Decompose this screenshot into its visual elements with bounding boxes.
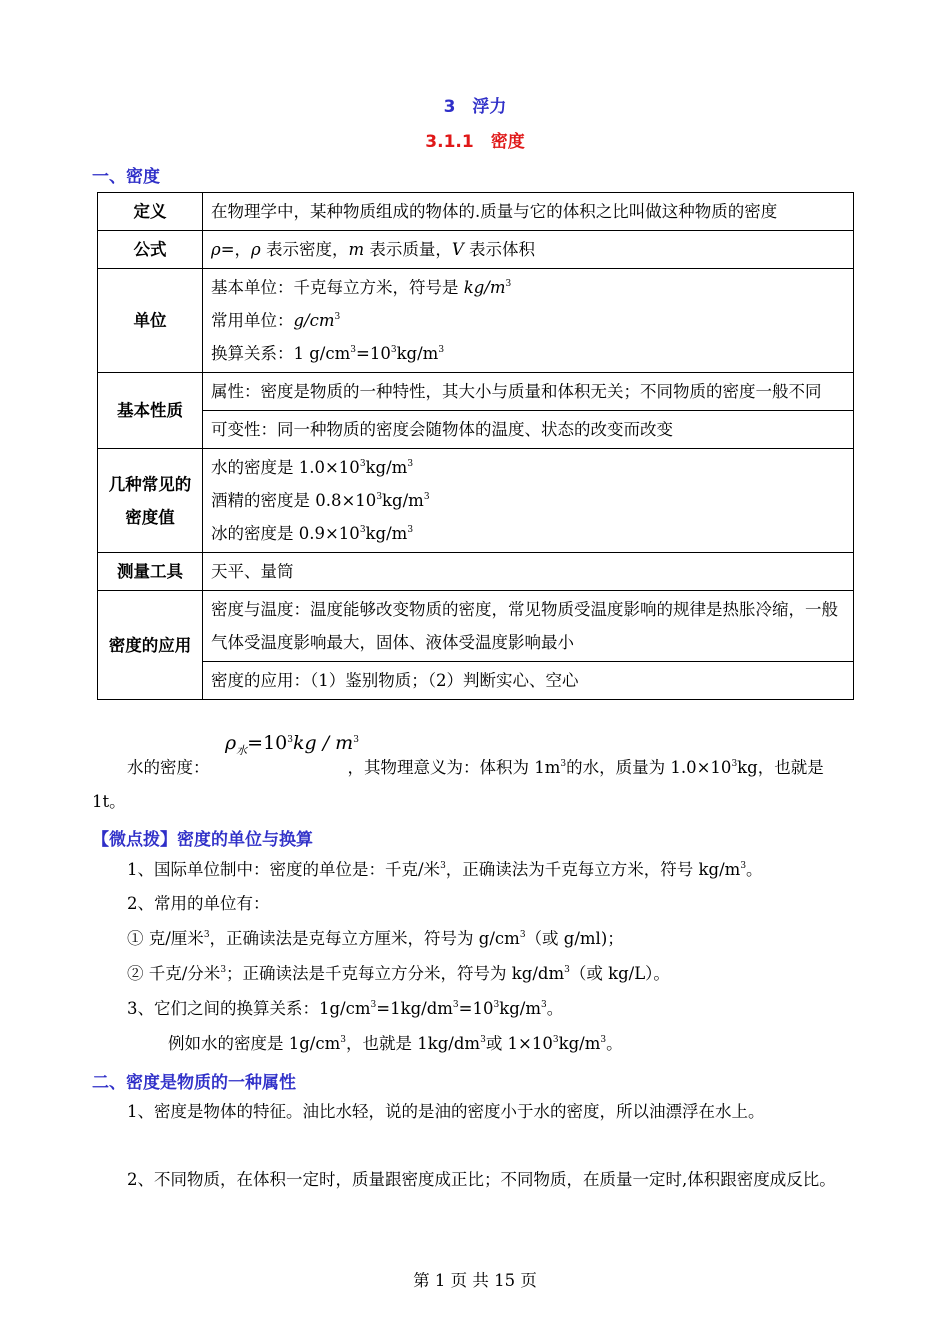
formula-cell: ρ=，ρ 表示密度，m 表示质量，V 表示体积 — [203, 231, 854, 269]
conversion-line: 换算关系：1 $g/cm^3=10^3kg/m^3$ — [211, 344, 445, 363]
table-row-property-attr — [98, 373, 854, 411]
tip-item-1: 1、国际单位制中：密度的单位是：千克/米$^3$，正确读法为千克每立方米，符号 $kg/m^3$。 — [127, 860, 763, 879]
table-row-application-uses — [98, 662, 854, 700]
tip-item-a: ① 克/厘米$^3$，正确读法是克每立方厘米，符号为 $g/cm^3$（或 g/ml)； — [127, 929, 624, 948]
application-temperature-cell: 密度与温度：温度能够改变物质的密度，常见物质受温度影响的规律是热胀冷缩，一般气体受温度影响最大，固体、液体受温度影响最小 — [203, 591, 854, 662]
ice-density-line: 冰的密度是 $0.9\times 10^3kg/m^3$ — [211, 524, 414, 543]
row-label-unit: 单位 — [98, 269, 203, 373]
property-paragraph-2: 2、不同物质，在体积一定时，质量跟密度成正比；不同物质，在质量一定时,体积跟密度成反比。 — [127, 1170, 836, 1189]
tip-item-2: 2、常用的单位有： — [127, 894, 270, 913]
section-title: 3.1.1 密度 — [425, 132, 525, 152]
row-label-tools: 测量工具 — [98, 553, 203, 591]
water-density-paragraph: 水的密度： ，其物理意义为：体积为 $1m^3$的水，质量为 $1.0\times 10^3kg$，也就是 1t。 — [92, 758, 824, 811]
table-row-property-variable — [98, 411, 854, 449]
heading-density: 一、密度 — [92, 167, 160, 187]
table-row-unit — [98, 269, 854, 373]
page-footer: 第 1 页 共 15 页 — [413, 1271, 537, 1290]
water-density-formula: $\rho_水=10^3kg / m^3$ — [225, 732, 359, 757]
heading-property: 二、密度是物质的一种属性 — [92, 1073, 296, 1093]
table-row-definition — [98, 193, 854, 231]
row-label-definition: 定义 — [98, 193, 203, 231]
tools-cell: 天平、量筒 — [203, 553, 854, 591]
density-table — [97, 192, 854, 700]
property-attr-cell: 属性：密度是物质的一种特性，其大小与质量和体积无关；不同物质的密度一般不同 — [203, 373, 854, 411]
application-uses-cell: 密度的应用：（1）鉴别物质；（2）判断实心、空心 — [203, 662, 854, 700]
tip-item-3: 3、它们之间的换算关系：$1g/cm^3=1kg/dm^3=10^3kg/m^3$。 — [127, 999, 564, 1018]
table-row-formula — [98, 231, 854, 269]
property-paragraph-1: 1、密度是物体的特征。油比水轻，说的是油的密度小于水的密度，所以油漂浮在水上。 — [127, 1102, 765, 1121]
table-row-application-temp — [98, 591, 854, 662]
table-row-tools — [98, 553, 854, 591]
chapter-title: 3 浮力 — [443, 97, 507, 117]
definition-cell: 在物理学中，某种物质组成的物体的.质量与它的体积之比叫做这种物质的密度 — [203, 193, 854, 231]
common-values-cell — [203, 449, 854, 553]
tip-example: 例如水的密度是 $1g/cm^3$，也就是 $1kg/dm^3$或 $1\times 10^3kg/m^3$。 — [168, 1034, 623, 1053]
common-unit-line: 常用单位：$g/cm^3$ — [211, 311, 341, 330]
unit-cell — [203, 269, 854, 373]
heading-tip: 【微点拨】密度的单位与换算 — [92, 830, 313, 850]
table-row-common-values — [98, 449, 854, 553]
row-label-application: 密度的应用 — [98, 591, 203, 700]
row-label-property: 基本性质 — [98, 373, 203, 449]
row-label-common-values: 几种常见的密度值 — [98, 449, 203, 553]
water-density-line: 水的密度是 $1.0\times 10^3kg/m^3$ — [211, 458, 414, 477]
row-label-formula: 公式 — [98, 231, 203, 269]
property-variable-cell: 可变性：同一种物质的密度会随物体的温度、状态的改变而改变 — [203, 411, 854, 449]
tip-item-b: ② 千克/分米$^3$；正确读法是千克每立方分米，符号为 $kg/dm^3$（或 kg/L）。 — [127, 964, 670, 983]
base-unit-line: 基本单位：千克每立方米，符号是 $kg/m^3$ — [211, 278, 512, 297]
alcohol-density-line: 酒精的密度是 $0.8\times 10^3kg/m^3$ — [211, 491, 430, 510]
